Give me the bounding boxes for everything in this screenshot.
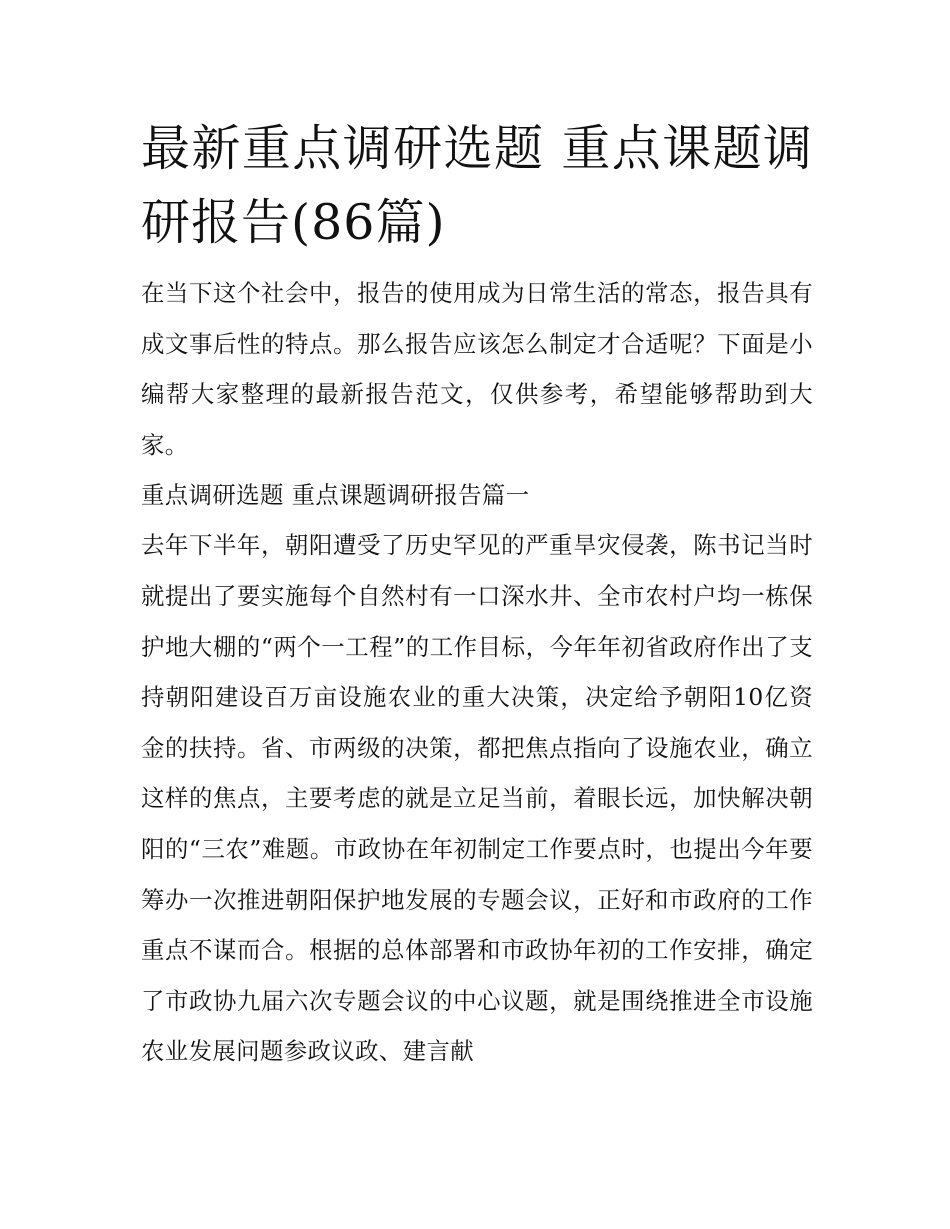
intro-paragraph: 在当下这个社会中，报告的使用成为日常生活的常态，报告具有成文事后性的特点。那么报告应该怎么制定才合适呢？下面是小编帮大家整理的最新报告范文，仅供参考，希望能够帮助到大家。 [141, 279, 813, 459]
body-paragraph: 去年下半年，朝阳遭受了历史罕见的严重旱灾侵袭，陈书记当时就提出了要实施每个自然村有一口深水井、全市农村户均一栋保护地大棚的“两个一工程”的工作目标，今年年初省政府作出了支持朝阳建设百万亩设施农业的重大决策，决定给予朝阳10亿资金的扶持。省、市两级的决策，都把焦点指向了设施农业，确立这样的焦点，主要考虑的就是立足当前，着眼长远，加快解决朝阳的“三农”难题。市政协在年初制定工作要点时，也提出今年要筹办一次推进朝阳保护地发展的专题会议，正好和市政府的工作重点不谋而合。根据的总体部署和市政协年初的工作安排，确定了市政协九届六次专题会议的中心议题，就是围绕推进全市设施农业发展问题参政议政、建言献 [141, 531, 813, 1066]
section-heading: 重点调研选题 重点课题调研报告篇一 [141, 481, 530, 510]
document-content [141, 112, 813, 1077]
document-title: 最新重点调研选题 重点课题调研报告(86篇) [141, 120, 813, 251]
